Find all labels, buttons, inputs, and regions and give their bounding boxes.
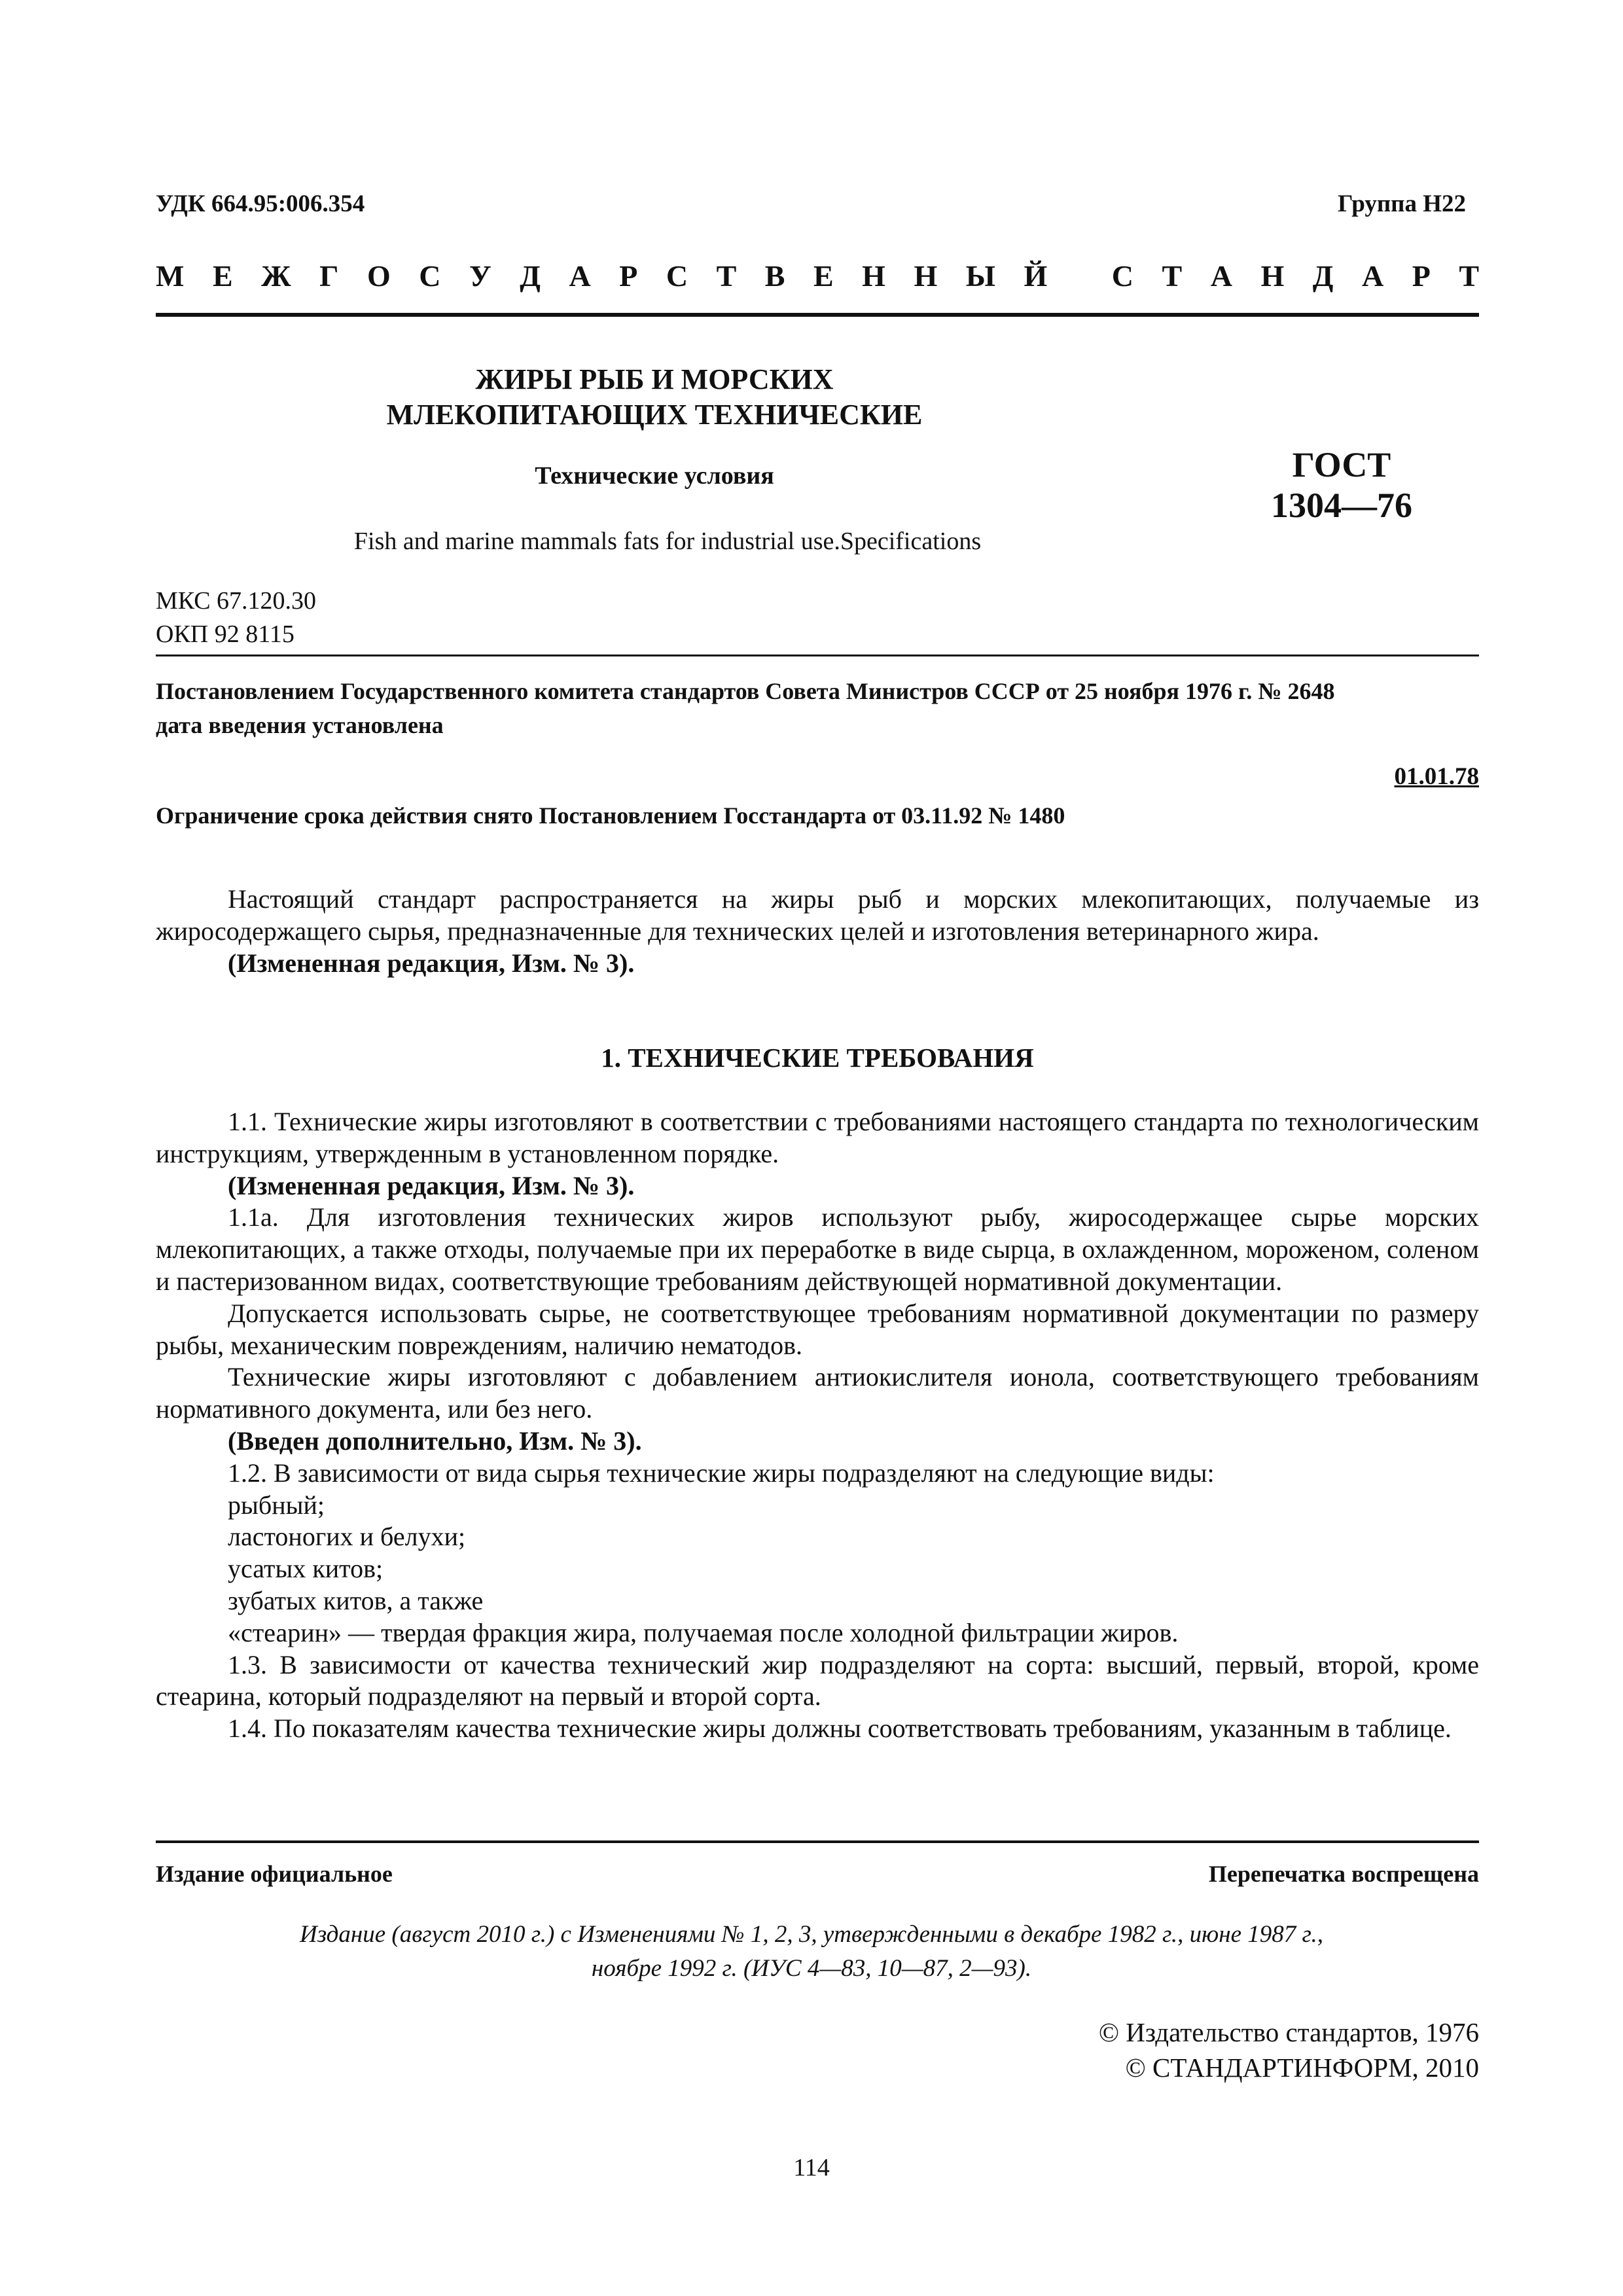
intro-amendment: (Измененная редакция, Изм. № 3). bbox=[228, 948, 635, 978]
document-subtitle: Технические условия bbox=[535, 462, 774, 490]
clause-1-1a: 1.1а. Для изготовления технических жиров используют рыбу, жиросодержащее сырье морских млекопитающих, а также отходы, получаемые при их переработке в виде сырца, в охлажденном, мороженом, соленом и пастеризованном видах, соответствующие требованиям действующей нормативной документации. bbox=[156, 1202, 1479, 1296]
interstate-letter: В bbox=[764, 259, 785, 293]
intro-paragraph: Настоящий стандарт распространяется на жиры рыб и морских млекопитающих, получаемые из жиросодержащего сырья, предназначенные для технических целей и изготовления ветеринарного жира. bbox=[156, 884, 1479, 946]
introduction-date: 01.01.78 bbox=[1394, 763, 1479, 790]
interstate-letter: Р bbox=[619, 259, 638, 293]
english-title: Fish and marine mammals fats for industrial use.Specifications bbox=[353, 528, 982, 555]
title-line-1: ЖИРЫ РЫБ И МОРСКИХ bbox=[475, 363, 834, 395]
interstate-letter: А bbox=[1210, 259, 1232, 293]
clause-ionol: Технические жиры изготовляют с добавлением антиокислителя ионола, соответствующего требованиям нормативного документа, или без него. bbox=[156, 1362, 1479, 1424]
clause-1-2: 1.2. В зависимости от вида сырья технические жиры подразделяют на следующие виды: bbox=[228, 1458, 1215, 1488]
edition-line-1: Издание (август 2010 г.) с Изменениями № 1, 2, 3, утвержденными в декабре 1982 г., июне 1987 г., bbox=[299, 1921, 1323, 1948]
kind-item: рыбный; bbox=[228, 1490, 325, 1520]
clause-added-note: (Введен дополнительно, Изм. № 3). bbox=[228, 1426, 642, 1456]
interstate-letter: Е bbox=[813, 259, 834, 293]
kind-item: усатых китов; bbox=[228, 1554, 383, 1584]
validity-limit-note: Ограничение срока действия снято Постановлением Госстандарта от 03.11.92 № 1480 bbox=[156, 802, 1065, 829]
gost-designation bbox=[1257, 445, 1427, 526]
section-1-body bbox=[156, 1106, 1479, 1745]
clause-1-1: 1.1. Технические жиры изготовляют в соответствии с требованиями настоящего стандарта по технологическим инструкциям, утвержденным в установленном порядке. bbox=[156, 1107, 1479, 1168]
clause-1-3: 1.3. В зависимости от качества технический жир подразделяют на сорта: высший, первый, второй, кроме стеарина, который подразделяют на первый и второй сорта. bbox=[156, 1649, 1479, 1712]
interstate-letter: Т bbox=[1162, 259, 1183, 293]
interstate-letter: Т bbox=[716, 259, 737, 293]
kind-item: «стеарин» — твердая фракция жира, получаемая после холодной фильтрации жиров. bbox=[228, 1617, 1179, 1647]
gost-label: ГОСТ bbox=[1292, 445, 1391, 484]
edition-line-2: ноябре 1992 г. (ИУС 4—83, 10—87, 2—93). bbox=[591, 1954, 1032, 1982]
kind-item: ластоногих и белухи; bbox=[228, 1522, 466, 1552]
interstate-letter: Т bbox=[1459, 259, 1479, 293]
interstate-letter: У bbox=[469, 259, 491, 293]
section-1-title: 1. ТЕХНИЧЕСКИЕ ТРЕБОВАНИЯ bbox=[601, 1043, 1034, 1073]
interstate-letter: О bbox=[366, 259, 391, 293]
codes-rule bbox=[156, 655, 1479, 656]
footer-rule bbox=[156, 1840, 1479, 1843]
decree-line-1: Постановлением Государственного комитета стандартов Совета Министров СССР от 25 ноября 1976 г. № 2648 bbox=[156, 678, 1335, 704]
clause-1-4: 1.4. По показателям качества технические жиры должны соответствовать требованиям, указанным в таблице. bbox=[228, 1713, 1452, 1744]
kind-item: зубатых китов, а также bbox=[228, 1585, 484, 1615]
classification-codes bbox=[156, 584, 316, 652]
interstate-letter: Й bbox=[1024, 259, 1048, 293]
interstate-letter: Н bbox=[914, 259, 938, 293]
interstate-letter bbox=[1076, 259, 1084, 293]
interstate-letter: Ж bbox=[261, 259, 291, 293]
mks-code: МКС 67.120.30 bbox=[156, 587, 317, 615]
udk-code: УДК 664.95:006.354 bbox=[156, 190, 365, 217]
interstate-letter: М bbox=[156, 259, 185, 293]
official-edition-label: Издание официальное bbox=[156, 1861, 393, 1887]
edition-note bbox=[196, 1918, 1427, 1986]
clause-1-1-amendment: (Измененная редакция, Изм. № 3). bbox=[228, 1170, 635, 1200]
group-code: Группа Н22 bbox=[1338, 190, 1466, 217]
interstate-standard-heading bbox=[156, 259, 1479, 293]
clause-allowance: Допускается использовать сырье, не соответствующее требованиям нормативной документации по размеру рыбы, механическим повреждениям, наличию нематодов. bbox=[156, 1298, 1479, 1360]
copyright-block bbox=[1099, 2015, 1479, 2085]
copyright-line-2: © СТАНДАРТИНФОРМ, 2010 bbox=[1125, 2053, 1479, 2083]
decree-block bbox=[156, 674, 1479, 742]
interstate-letter: Н bbox=[1260, 259, 1285, 293]
interstate-letter: Е bbox=[212, 259, 233, 293]
intro-block bbox=[156, 884, 1479, 979]
interstate-letter: Ы bbox=[965, 259, 995, 293]
interstate-letter: С bbox=[666, 259, 688, 293]
decree-line-2: дата введения установлена bbox=[156, 712, 444, 739]
interstate-letter: Д bbox=[520, 259, 541, 293]
gost-number: 1304—76 bbox=[1271, 485, 1412, 525]
interstate-letter: А bbox=[569, 259, 591, 293]
interstate-letter: Н bbox=[862, 259, 885, 293]
copyright-line-1: © Издательство стандартов, 1976 bbox=[1098, 2017, 1479, 2047]
interstate-letter: С bbox=[1111, 259, 1133, 293]
interstate-letter: С bbox=[419, 259, 441, 293]
document-title bbox=[327, 362, 982, 432]
interstate-letter: А bbox=[1361, 259, 1384, 293]
interstate-letter: Д bbox=[1312, 259, 1334, 293]
okp-code: ОКП 92 8115 bbox=[156, 620, 294, 649]
page-number: 114 bbox=[793, 2154, 830, 2181]
reprint-prohibited-label: Перепечатка воспрещена bbox=[1208, 1861, 1479, 1887]
title-line-2: МЛЕКОПИТАЮЩИХ ТЕХНИЧЕСКИЕ bbox=[386, 398, 923, 431]
interstate-letter: Р bbox=[1412, 259, 1431, 293]
interstate-letter: Г bbox=[319, 259, 339, 293]
header-rule bbox=[156, 313, 1479, 317]
